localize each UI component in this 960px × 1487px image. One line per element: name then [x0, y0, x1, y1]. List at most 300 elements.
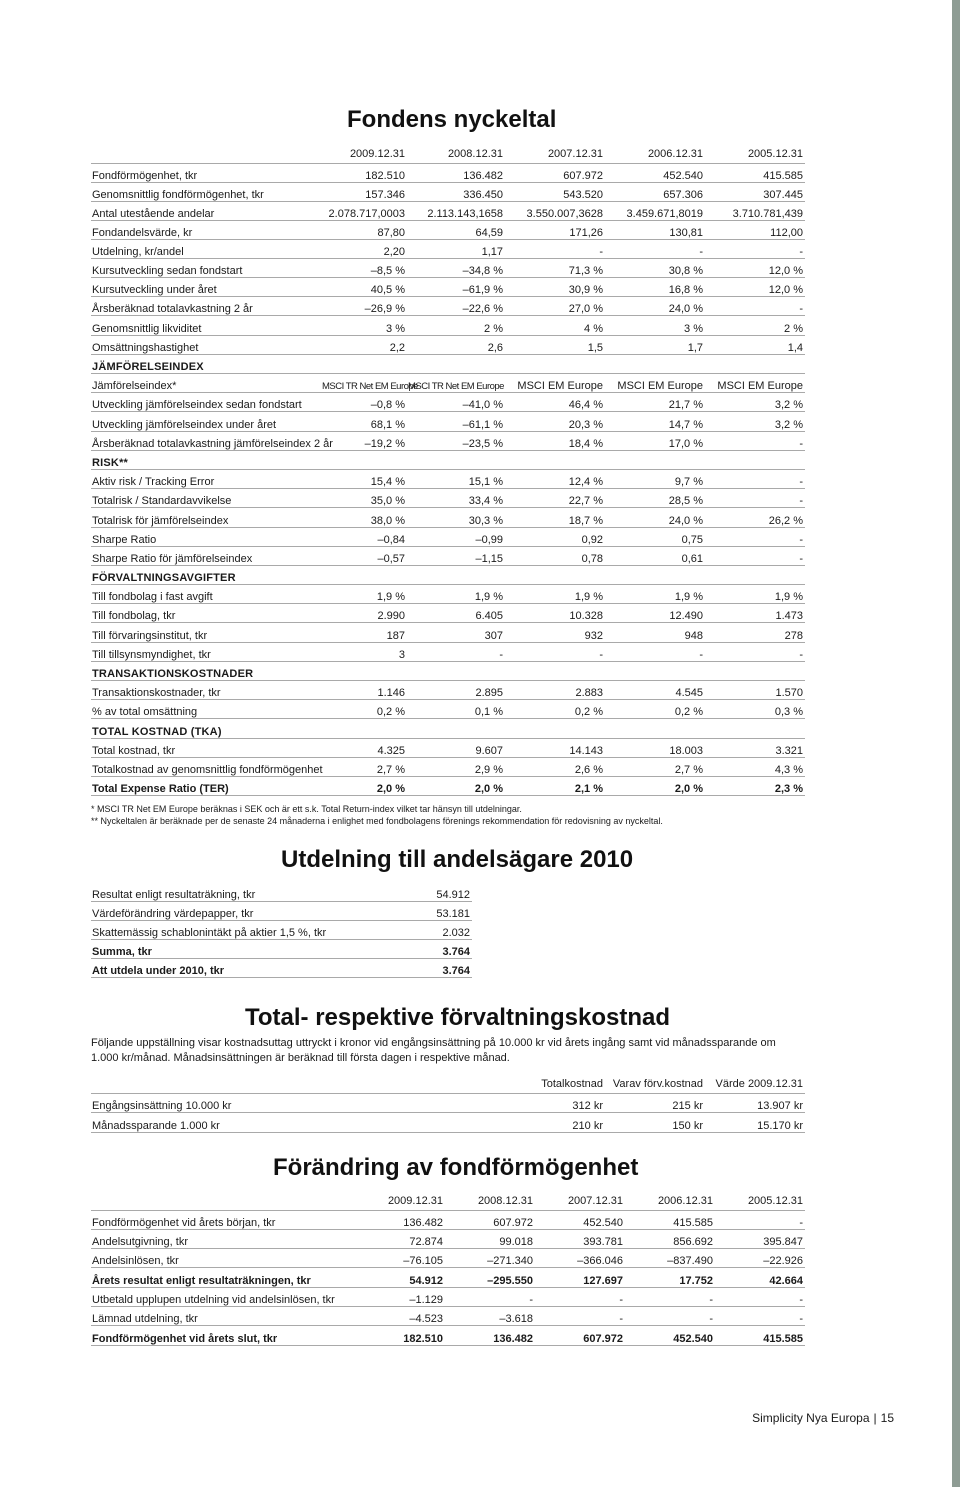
row-value: 2 % — [407, 316, 505, 335]
row-label: Genomsnittlig fondförmögenhet, tkr — [91, 182, 321, 201]
row-label: Totalkostnad av genomsnittlig fondförmögenhet — [91, 757, 321, 776]
row-value: 0,78 — [505, 546, 605, 565]
row-value: 30,3 % — [407, 508, 505, 527]
table-row — [91, 297, 805, 316]
row-value: - — [535, 1306, 625, 1325]
table-row — [91, 527, 805, 546]
row-value: MSCI EM Europe — [605, 374, 705, 393]
row-value: –0,8 % — [321, 393, 407, 412]
row-value: - — [605, 642, 705, 661]
section-heading — [91, 354, 805, 373]
column-header: Totalkostnad — [505, 1076, 605, 1093]
row-value: 393.781 — [535, 1229, 625, 1248]
row-value: 136.482 — [355, 1210, 445, 1229]
row-value: 171,26 — [505, 220, 605, 239]
row-value: 15,1 % — [407, 469, 505, 488]
row-value: 0,2 % — [321, 700, 407, 719]
row-value: 24,0 % — [605, 297, 705, 316]
row-value: - — [407, 642, 505, 661]
row-value: 27,0 % — [505, 297, 605, 316]
row-value: –61,1 % — [407, 412, 505, 431]
row-value: 3.710.781,439 — [705, 201, 805, 220]
row-value: 2,6 — [407, 335, 505, 354]
page-footer — [752, 1411, 894, 1425]
row-value: 35,0 % — [321, 489, 407, 508]
row-label: Genomsnittlig likviditet — [91, 316, 321, 335]
row-label: Totalrisk / Standardavvikelse — [91, 489, 321, 508]
column-header: 2009.12.31 — [321, 146, 407, 163]
table-row — [91, 585, 805, 604]
row-value: 3.321 — [705, 738, 805, 757]
row-value: 1,9 % — [321, 585, 407, 604]
row-value: 2,1 % — [505, 776, 605, 795]
row-value: –22.926 — [715, 1249, 805, 1268]
row-value: 2,7 % — [605, 757, 705, 776]
row-value: 54.912 — [391, 882, 472, 901]
row-value: 71,3 % — [505, 258, 605, 277]
row-value: 12.490 — [605, 604, 705, 623]
row-value: 3.764 — [391, 959, 472, 978]
row-value: –34,8 % — [407, 258, 505, 277]
row-value: 182.510 — [355, 1326, 445, 1345]
table-row — [91, 757, 805, 776]
row-value: 278 — [705, 623, 805, 642]
column-header: Värde 2009.12.31 — [705, 1076, 805, 1093]
column-header: 2009.12.31 — [355, 1193, 445, 1210]
row-value: 932 — [505, 623, 605, 642]
table-row — [91, 316, 805, 335]
row-value: 42.664 — [715, 1268, 805, 1287]
costs-table — [91, 1076, 805, 1133]
table-row — [91, 1306, 805, 1325]
row-label: Lämnad utdelning, tkr — [91, 1306, 355, 1325]
row-label: Årets resultat enligt resultaträkningen, tkr — [91, 1268, 355, 1287]
row-value: 17.752 — [625, 1268, 715, 1287]
row-value: 1,4 — [705, 335, 805, 354]
row-value: –22,6 % — [407, 297, 505, 316]
section-heading-label: TRANSAKTIONSKOSTNADER — [91, 661, 805, 680]
table-row — [91, 901, 472, 920]
header-row — [91, 1193, 805, 1210]
section-heading-label: FÖRVALTNINGSAVGIFTER — [91, 565, 805, 584]
row-label: Fondförmögenhet, tkr — [91, 163, 321, 182]
row-value: 2.990 — [321, 604, 407, 623]
row-value: 30,8 % — [605, 258, 705, 277]
header-spacer — [91, 1076, 505, 1093]
row-value: 12,0 % — [705, 258, 805, 277]
row-value: 607.972 — [445, 1210, 535, 1229]
row-value: –0,84 — [321, 527, 407, 546]
dividend-table — [91, 882, 472, 978]
table-row — [91, 623, 805, 642]
table-row — [91, 1113, 805, 1133]
row-value: 0,92 — [505, 527, 605, 546]
section-heading-label: TOTAL KOSTNAD (TKA) — [91, 719, 805, 738]
row-value: - — [705, 469, 805, 488]
row-value: 1,9 % — [605, 585, 705, 604]
table-row — [91, 1210, 805, 1229]
table-row — [91, 940, 472, 959]
row-value: 2 % — [705, 316, 805, 335]
row-value: 0,2 % — [605, 700, 705, 719]
row-value: 1,5 — [505, 335, 605, 354]
column-header: 2008.12.31 — [407, 146, 505, 163]
row-label: Transaktionskostnader, tkr — [91, 681, 321, 700]
costs-title: Total- respektive förvaltningskostnad — [245, 1004, 670, 1031]
row-value: 68,1 % — [321, 412, 407, 431]
row-value: –61,9 % — [407, 278, 505, 297]
row-value: 3 — [321, 642, 407, 661]
row-value: - — [705, 527, 805, 546]
row-value: 3.550.007,3628 — [505, 201, 605, 220]
row-label: Andelsutgivning, tkr — [91, 1229, 355, 1248]
row-value: 4,3 % — [705, 757, 805, 776]
row-value: 2,6 % — [505, 757, 605, 776]
row-value: –0,99 — [407, 527, 505, 546]
column-header: 2005.12.31 — [715, 1193, 805, 1210]
column-header: 2005.12.31 — [705, 146, 805, 163]
row-value: 415.585 — [625, 1210, 715, 1229]
row-value: MSCI TR Net EM Europe — [321, 374, 407, 393]
row-value: 15.170 kr — [705, 1113, 805, 1133]
row-value: 415.585 — [715, 1326, 805, 1345]
footnote-2: ** Nyckeltalen är beräknade per de senaste 24 månaderna i enlighet med fondbolagens förenings rekommendation för redovisning av nyckeltal. — [91, 816, 663, 826]
row-value: - — [705, 297, 805, 316]
row-value: 2,9 % — [407, 757, 505, 776]
section-heading-label: RISK** — [91, 450, 805, 469]
row-value: - — [715, 1210, 805, 1229]
row-value: 54.912 — [355, 1268, 445, 1287]
row-label: Kursutveckling sedan fondstart — [91, 258, 321, 277]
row-value: - — [445, 1287, 535, 1306]
row-value: 72.874 — [355, 1229, 445, 1248]
row-value: - — [605, 239, 705, 258]
row-label: Årsberäknad totalavkastning 2 år — [91, 297, 321, 316]
row-value: 1.146 — [321, 681, 407, 700]
row-value: 150 kr — [605, 1113, 705, 1133]
row-value: 26,2 % — [705, 508, 805, 527]
row-value: 2.078.717,0003 — [321, 201, 407, 220]
row-value: –295.550 — [445, 1268, 535, 1287]
row-value: - — [625, 1287, 715, 1306]
row-value: 2,2 — [321, 335, 407, 354]
row-label: Att utdela under 2010, tkr — [91, 959, 391, 978]
table-row — [91, 182, 805, 201]
footer-brand: Simplicity Nya Europa — [752, 1411, 870, 1425]
table-row — [91, 604, 805, 623]
row-value: 452.540 — [535, 1210, 625, 1229]
row-value: 2.895 — [407, 681, 505, 700]
header-spacer — [91, 146, 321, 163]
row-value: MSCI TR Net EM Europe — [407, 374, 505, 393]
table-row — [91, 776, 805, 795]
table-row — [91, 700, 805, 719]
row-value: 3,2 % — [705, 412, 805, 431]
change-title: Förändring av fondförmögenhet — [273, 1154, 639, 1181]
row-value: 4 % — [505, 316, 605, 335]
dividend-title: Utdelning till andelsägare 2010 — [281, 846, 634, 873]
row-value: 0,2 % — [505, 700, 605, 719]
row-value: –76.105 — [355, 1249, 445, 1268]
row-value: 87,80 — [321, 220, 407, 239]
row-value: 215 kr — [605, 1093, 705, 1113]
row-value: 856.692 — [625, 1229, 715, 1248]
row-value: 46,4 % — [505, 393, 605, 412]
key-figures-title: Fondens nyckeltal — [347, 106, 557, 133]
row-value: MSCI EM Europe — [505, 374, 605, 393]
row-label: Skattemässig schablonintäkt på aktier 1,5 %, tkr — [91, 920, 391, 939]
row-value: - — [505, 239, 605, 258]
row-value: 130,81 — [605, 220, 705, 239]
row-value: 2,20 — [321, 239, 407, 258]
row-value: 18,4 % — [505, 431, 605, 450]
section-heading — [91, 661, 805, 680]
row-value: 2,0 % — [605, 776, 705, 795]
row-value: –3.618 — [445, 1306, 535, 1325]
row-value: 24,0 % — [605, 508, 705, 527]
row-value: - — [705, 642, 805, 661]
edge-color-bar — [952, 0, 960, 1487]
row-value: - — [705, 546, 805, 565]
row-value: –0,57 — [321, 546, 407, 565]
row-value: 112,00 — [705, 220, 805, 239]
row-value: - — [705, 489, 805, 508]
row-label: Kursutveckling under året — [91, 278, 321, 297]
row-value: 99.018 — [445, 1229, 535, 1248]
section-heading — [91, 719, 805, 738]
table-row — [91, 738, 805, 757]
row-label: Till fondbolag i fast avgift — [91, 585, 321, 604]
row-value: 12,0 % — [705, 278, 805, 297]
table-row — [91, 412, 805, 431]
table-row — [91, 278, 805, 297]
table-row — [91, 1249, 805, 1268]
column-header: Varav förv.kostnad — [605, 1076, 705, 1093]
row-value: 33,4 % — [407, 489, 505, 508]
table-row — [91, 431, 805, 450]
row-value: 3.764 — [391, 940, 472, 959]
row-value: 40,5 % — [321, 278, 407, 297]
row-value: 28,5 % — [605, 489, 705, 508]
row-value: 2,7 % — [321, 757, 407, 776]
row-value: 0,61 — [605, 546, 705, 565]
row-value: 127.697 — [535, 1268, 625, 1287]
table-row — [91, 163, 805, 182]
row-value: 1.570 — [705, 681, 805, 700]
key-figures-table — [91, 146, 805, 796]
row-label: Antal utestående andelar — [91, 201, 321, 220]
column-header: 2007.12.31 — [505, 146, 605, 163]
row-value: 136.482 — [445, 1326, 535, 1345]
header-spacer — [91, 1193, 355, 1210]
row-value: 452.540 — [625, 1326, 715, 1345]
table-row — [91, 335, 805, 354]
row-value: 452.540 — [605, 163, 705, 182]
row-label: % av total omsättning — [91, 700, 321, 719]
table-row — [91, 220, 805, 239]
row-value: 53.181 — [391, 901, 472, 920]
table-row — [91, 489, 805, 508]
row-label: Utdelning, kr/andel — [91, 239, 321, 258]
row-value: 9,7 % — [605, 469, 705, 488]
footnote-1: * MSCI TR Net EM Europe beräknas i SEK och är ett s.k. Total Return-index vilket tar hänsyn till utdelningar. — [91, 804, 522, 814]
row-label: Engångsinsättning 10.000 kr — [91, 1093, 505, 1113]
row-value: 9.607 — [407, 738, 505, 757]
table-row — [91, 374, 805, 393]
row-value: 30,9 % — [505, 278, 605, 297]
row-value: 3,2 % — [705, 393, 805, 412]
row-label: Jämförelseindex* — [91, 374, 321, 393]
row-label: Totalrisk för jämförelseindex — [91, 508, 321, 527]
row-value: 21,7 % — [605, 393, 705, 412]
section-heading — [91, 450, 805, 469]
row-value: –1.129 — [355, 1287, 445, 1306]
column-header: 2006.12.31 — [625, 1193, 715, 1210]
table-row — [91, 681, 805, 700]
row-label: Utveckling jämförelseindex sedan fondstart — [91, 393, 321, 412]
table-row — [91, 1268, 805, 1287]
row-value: 1,9 % — [407, 585, 505, 604]
row-value: 2,3 % — [705, 776, 805, 795]
row-label: Till fondbolag, tkr — [91, 604, 321, 623]
row-value: 12,4 % — [505, 469, 605, 488]
column-header: 2006.12.31 — [605, 146, 705, 163]
row-value: 18,7 % — [505, 508, 605, 527]
row-value: - — [625, 1306, 715, 1325]
row-value: 157.346 — [321, 182, 407, 201]
row-value: 2,0 % — [407, 776, 505, 795]
row-label: Total Expense Ratio (TER) — [91, 776, 321, 795]
row-value: –26,9 % — [321, 297, 407, 316]
row-value: 2.032 — [391, 920, 472, 939]
section-heading-label: JÄMFÖRELSEINDEX — [91, 354, 805, 373]
row-value: 0,1 % — [407, 700, 505, 719]
row-label: Fondförmögenhet vid årets början, tkr — [91, 1210, 355, 1229]
row-value: 136.482 — [407, 163, 505, 182]
page-number: 15 — [880, 1411, 894, 1425]
row-value: –41,0 % — [407, 393, 505, 412]
row-value: 0,3 % — [705, 700, 805, 719]
row-value: 0,75 — [605, 527, 705, 546]
table-row — [91, 258, 805, 277]
row-value: 543.520 — [505, 182, 605, 201]
row-value: - — [705, 239, 805, 258]
row-label: Utbetald upplupen utdelning vid andelsinlösen, tkr — [91, 1287, 355, 1306]
row-value: –837.490 — [625, 1249, 715, 1268]
row-value: 1,9 % — [705, 585, 805, 604]
row-value: –23,5 % — [407, 431, 505, 450]
row-value: - — [715, 1306, 805, 1325]
row-value: 6.405 — [407, 604, 505, 623]
row-value: 3 % — [321, 316, 407, 335]
header-row — [91, 146, 805, 163]
row-value: –4.523 — [355, 1306, 445, 1325]
row-label: Summa, tkr — [91, 940, 391, 959]
row-value: 14,7 % — [605, 412, 705, 431]
table-row — [91, 1093, 805, 1113]
row-label: Omsättningshastighet — [91, 335, 321, 354]
row-value: 16,8 % — [605, 278, 705, 297]
row-value: 948 — [605, 623, 705, 642]
row-value: –8,5 % — [321, 258, 407, 277]
row-value: 18.003 — [605, 738, 705, 757]
row-value: 1,17 — [407, 239, 505, 258]
table-row — [91, 1326, 805, 1345]
row-label: Fondförmögenhet vid årets slut, tkr — [91, 1326, 355, 1345]
row-value: 3 % — [605, 316, 705, 335]
table-row — [91, 201, 805, 220]
table-row — [91, 508, 805, 527]
table-row — [91, 1287, 805, 1306]
row-value: 4.325 — [321, 738, 407, 757]
row-value: 607.972 — [505, 163, 605, 182]
table-row — [91, 1229, 805, 1248]
row-value: 15,4 % — [321, 469, 407, 488]
table-row — [91, 393, 805, 412]
column-header: 2008.12.31 — [445, 1193, 535, 1210]
row-value: 64,59 — [407, 220, 505, 239]
row-label: Värdeförändring värdepapper, tkr — [91, 901, 391, 920]
row-value: - — [715, 1287, 805, 1306]
row-value: 13.907 kr — [705, 1093, 805, 1113]
row-value: 210 kr — [505, 1113, 605, 1133]
row-label: Sharpe Ratio för jämförelseindex — [91, 546, 321, 565]
costs-intro: Följande uppställning visar kostnadsuttag uttryckt i kronor vid engångsinsättning på 10.000 kr vid årets ingång samt vid månadssparande om 1.000 kr/månad. Månadsinsättningen är beräknad till första dagen i respektive månad. — [91, 1037, 776, 1064]
row-value: 4.545 — [605, 681, 705, 700]
row-value: 20,3 % — [505, 412, 605, 431]
row-label: Fondandelsvärde, kr — [91, 220, 321, 239]
row-value: 3.459.671,8019 — [605, 201, 705, 220]
row-value: 187 — [321, 623, 407, 642]
row-value: 1,7 — [605, 335, 705, 354]
row-value: –1,15 — [407, 546, 505, 565]
footer-separator: | — [873, 1411, 877, 1425]
row-label: Aktiv risk / Tracking Error — [91, 469, 321, 488]
table-row — [91, 642, 805, 661]
row-value: 1.473 — [705, 604, 805, 623]
key-figures-footnotes — [91, 803, 663, 827]
row-value: 14.143 — [505, 738, 605, 757]
table-row — [91, 882, 472, 901]
row-value: 2,0 % — [321, 776, 407, 795]
row-value: 307.445 — [705, 182, 805, 201]
row-value: - — [505, 642, 605, 661]
table-row — [91, 959, 472, 978]
row-value: 657.306 — [605, 182, 705, 201]
row-label: Till tillsynsmyndighet, tkr — [91, 642, 321, 661]
row-value: 307 — [407, 623, 505, 642]
row-value: 2.113.143,1658 — [407, 201, 505, 220]
row-value: –271.340 — [445, 1249, 535, 1268]
row-value: 336.450 — [407, 182, 505, 201]
row-value: 312 kr — [505, 1093, 605, 1113]
row-label: Årsberäknad totalavkastning jämförelseindex 2 år — [91, 431, 321, 450]
row-label: Sharpe Ratio — [91, 527, 321, 546]
row-value: 395.847 — [715, 1229, 805, 1248]
row-value: 2.883 — [505, 681, 605, 700]
row-label: Resultat enligt resultaträkning, tkr — [91, 882, 391, 901]
header-row — [91, 1076, 805, 1093]
row-value: - — [535, 1287, 625, 1306]
row-label: Andelsinlösen, tkr — [91, 1249, 355, 1268]
table-row — [91, 920, 472, 939]
row-value: 17,0 % — [605, 431, 705, 450]
table-row — [91, 239, 805, 258]
section-heading — [91, 565, 805, 584]
row-label: Total kostnad, tkr — [91, 738, 321, 757]
table-row — [91, 546, 805, 565]
row-label: Månadssparande 1.000 kr — [91, 1113, 505, 1133]
